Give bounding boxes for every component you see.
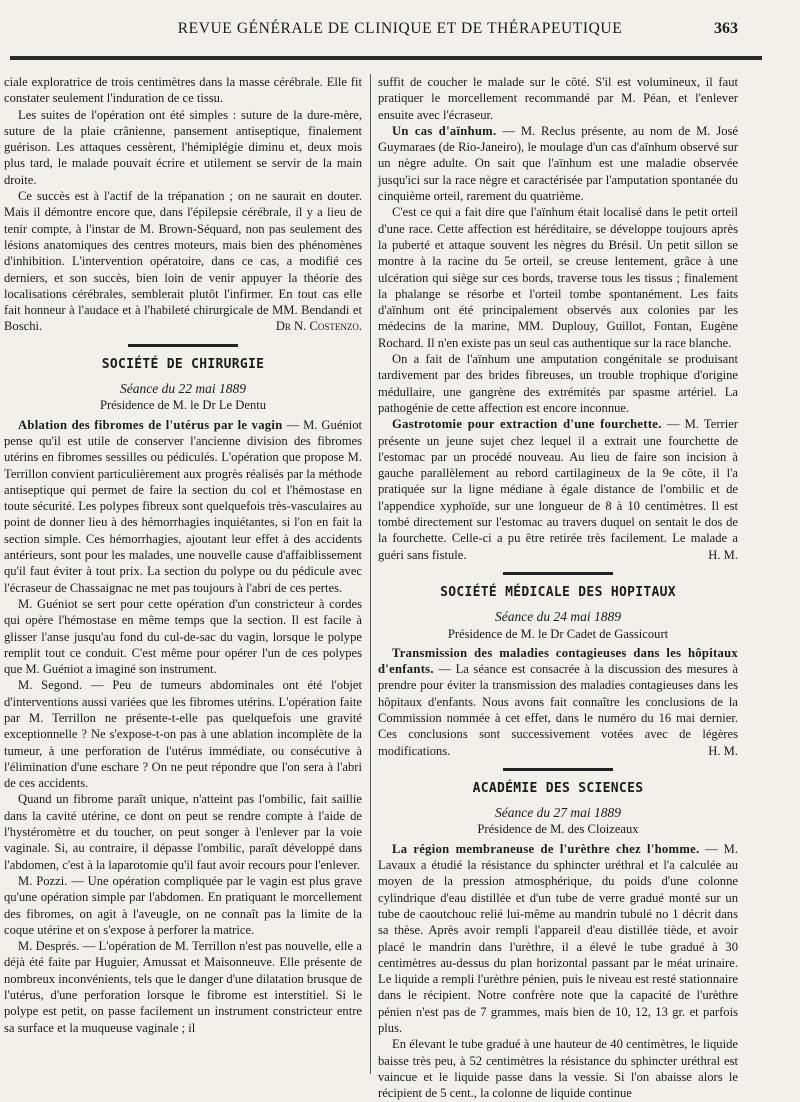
column-divider [370,74,371,1074]
paragraph [378,645,738,759]
society-heading: SOCIÉTÉ DE CHIRURGIE [101,356,265,372]
topic-text: — M. Terrier présente un jeune sujet chez lequel il a extrait une fourchette de l'estomac par un procédé nouveau. Au lieu de faire son incision à gauche parallèlement au rebord cartilagineux de la 9e côte, il l'a pratiquée sur la ligne médiane à égale distance de l'ombilic et de l'appendice xyphoïde, sur une longueur de 8 à 10 centimètres. Il est tombé directement sur l'estomac au travers duquel on sentait le dos de la fourchette. Celle-ci a pu être retirée très facilement. Le malade a guéri sans fistule. [378,417,739,562]
author-signature: H. M. [708,743,738,758]
paragraph [378,123,738,204]
paragraph [378,416,738,563]
paragraph: Quand un fibrome paraît unique, n'atteint pas l'ombilic, fait saillie dans la cavité utérine, ce dont on peut se rendre compte à l'aide de l'hystéromètre et du toucher, on peut songer à l'enlever par la voie vaginale. Si, au contraire, il dépasse l'ombilic, paraît développé dans l'abdomen, c'est à la laparotomie qu'il faut avoir recours pour l'enlever. [4,792,362,872]
paragraph: M. Després. — L'opération de M. Terrillon n'est pas nouvelle, elle a déjà été faite par Huguier, Amussat et Maisonneuve. Elle présente de nombreux inconvénients, tels que le danger d'une dilatation brusque de l'utérus, d'une perforation lorsque le fibrome est interstitiel. Si le polype est petit, on passe facilement un instrument constricteur entre sa surface et la muqueuse vaginale ; il [4,939,362,1035]
header-rule [10,56,762,60]
topic-text: — M. Lavaux a étudié la résistance du sphincter uréthral et l'a calculée au moyen de la pression atmosphérique, du poids d'une colonne cylindrique d'eau distillée et d'un tube de verre gradué monté sur un tube de caoutchouc relié lui-même au mandrin tubulé no 1 décrit dans sa thèse. Après avoir rempli l'appareil d'eau distillée tiède, et avoir placé le mandrin dans l'urèthre, il a élevé le tube gradué à 30 centimètres au-dessus du plan horizontal passant par le méat urinaire. Le liquide a rempli l'urèthre pénien, puis le niveau est resté stationnaire dans le récipient. Notre confrère note que la capacité de l'urèthre pénien n'est pas de 7 grammes, mais bien de 10, 12, 13 gr. et parfois plus. [378,841,738,1036]
paragraph [4,188,362,335]
paragraph: C'est ce qui a fait dire que l'aïnhum était localisé dans le petit orteil d'une race. Cette affection est héréditaire, se développe toujours après la puberté et attaque souvent les nègres du Brésil. Un petit sillon se montre à la racine du 5e orteil, se creuse lentement, grâce à une ulcération qui siège sur ces bords, traverse tous les tissus ; finalement la phalange se résorbe et l'orteil tombe spontanément. Les faits d'aïnhum ont été principalement observés aux colonies par les médecins de la marine, MM. Duplouy, Guillot, Fontan, Eugène Rochard. Il n'en existe pas un seul cas authentique sur la race blanche. [378,205,738,350]
paragraph: M. Segond. — Peu de tumeurs abdominales ont été l'objet d'interventions aussi variées que les fibromes utérins. L'opération faite par M. Terrillon ne présente-t-elle pas quelquefois une gravité exceptionnelle ? Ne s'expose-t-on pas à une ablation incomplète de la tumeur, à une perforation de l'utérus immédiate, ou consécutive à l'élimination d'une eschare ? On ne peut répondre que l'on sera à l'abri de ces accidents. [4,678,362,791]
author-signature: H. M. [708,547,738,562]
session-date: Séance du 22 mai 1889 [120,381,246,397]
section-rule [128,344,238,347]
right-column [378,74,739,1101]
paragraph: M. Pozzi. — Une opération compliquée par le vagin est plus grave qu'une opération simple par l'abdomen. En pratiquant le morcellement des fibromes, on agit à l'aveugle, on ne connaît pas la limite de la coque utérine et on s'expose à perforer la matrice. [4,873,362,937]
paragraph [378,841,738,1037]
topic-title: La région membraneuse de l'urèthre chez l'homme. [392,841,700,856]
paragraph: En élevant le tube gradué à une hauteur de 40 centimètres, le liquide baisse très peu, à 52 centimètres la résistance du sphincter uréthral est vaincue et le liquide passe dans la vessie. Si l'on abaisse alors le récipient de 5 cent., la colonne de liquide continue [378,1037,738,1101]
topic-title: Ablation des fibromes de l'utérus par le vagin [18,417,283,432]
society-heading: SOCIÉTÉ MÉDICALE DES HOPITAUX [440,584,676,600]
paragraph: ciale exploratrice de trois centimètres dans la masse cérébrale. Elle fit constater seulement l'induration de ce tissu. [4,75,362,106]
section-rule [503,572,613,575]
running-head [0,18,800,42]
section-rule [503,768,613,771]
page-number: 363 [714,20,738,37]
session-president: Présidence de M. le Dr Cadet de Gassicourt [447,626,669,641]
topic-title: Transmission des maladies contagieuses dans les hôpitaux d'enfants. [378,645,738,677]
paragraph: suffit de coucher le malade sur le côté. S'il est volumineux, il faut pratiquer le morcellement recommandé par M. Péan, et l'enlever ensuite avec l'écraseur. [378,75,738,122]
left-column [4,74,362,1079]
session-president: Présidence de M. des Cloizeaux [477,822,639,837]
paragraph [4,417,362,596]
running-title: REVUE GÉNÉRALE DE CLINIQUE ET DE THÉRAPEUTIQUE [177,20,623,37]
paragraph: Les suites de l'opération ont été simples : suture de la dure-mère, suture de la plaie crânienne, pansement antiseptique, finalement guérison. Les attaques cessèrent, l'hémiplégie diminu et, deux mois plus tard, le malade pouvait écrire et utilement se servir de la main droite. [4,107,362,187]
topic-title: Un cas d'aïnhum. [392,123,497,138]
session-date: Séance du 27 mai 1889 [495,805,621,821]
author-signature: Dr N. Costenzo. [275,319,362,334]
paragraph-text: Ce succès est à l'actif de la trépanation ; on ne saurait en douter. Mais il démontre encore que, dans l'épilepsie cérébrale, il y a lieu de tenir compte, à l'instar de M. Brown-Séquard, non pas seulement des lésions anatomiques des centres moteurs, mais bien des phénomènes d'inhibition. L'intervention opératoire, dans ce cas, a modifié ces derniers, et son succès, bien loin de venir appuyer la théorie des localisations cérébrales, semblerait plutôt l'infirmer. En tout cas elle fait honneur à l'audace et à l'habileté chirurgicale de MM. Bendandi et Boschi. [4,189,362,334]
paragraph: M. Guéniot se sert pour cette opération d'un constricteur à cordes qui opère l'hémostase en même temps que la section. Il est facile à glisser l'anse jusqu'au fond du cul-de-sac du vagin, lorsque le polype remplit tout ce conduit. C'est même pour opérer l'un de ces polypes que M. Guéniot a imaginé son instrument. [4,596,362,677]
topic-text: — M. Reclus présente, au nom de M. José Guymaraes (de Rio-Janeiro), le moulage d'un cas d'aïnhum observé sur un nègre adulte. On sait que l'aïnhum est une maladie observée jusqu'ici sur la race nègre et caractérisée par l'amputation spontanée du cinquième orteil, rarement du quatrième. [378,123,739,204]
topic-title: Gastrotomie pour extraction d'une fourchette. [392,417,662,432]
session-date: Séance du 24 mai 1889 [495,609,621,625]
paragraph: On a fait de l'aïnhum une amputation congénitale se produisant tardivement par des brides fibreuses, un trouble trophique d'origine médullaire, une gangrène des extrémités par spasme artériel. La pathogénie de cette affection est encore inconnue. [378,352,738,415]
topic-text: — La séance est consacrée à la discussion des mesures à prendre pour éviter la transmission des maladies contagieuses dans les hôpitaux d'enfants. Nous avons fait connaître les conclusions de la Commission nommée à cet effet, dans le numéro du 16 mai dernier. Ces conclusions sont successivement votées avec de légères modifications. [378,662,738,758]
session-president: Présidence de M. le Dr Le Dentu [99,398,267,413]
topic-text: — M. Guéniot pense qu'il est utile de conserver l'ancienne division des fibromes utérins en fibromes sessilles ou pédiculés. L'opération que propose M. Terrillon convient particulièrement aux progrès réalisés par la méthode antiseptique qui permet de faire la section du col et l'hémostase en toute sécurité. Les polypes fibreux sont quelquefois très-vasculaires au point de donner lieu à des hémorrhagies inquiétantes, si l'on en fait la section simple. Ces hémorrhagies, ajoutant leur effet à des accidents antérieurs, sont pour les malades, une nouvelle cause d'affaiblissement qu'il faut éviter à tout prix. La section du polype ou du pédicule avec l'écraseur de Chassaignac ne met pas toujours à l'abri de ces pertes. [4,417,362,595]
society-heading: ACADÉMIE DES SCIENCES [472,780,644,796]
